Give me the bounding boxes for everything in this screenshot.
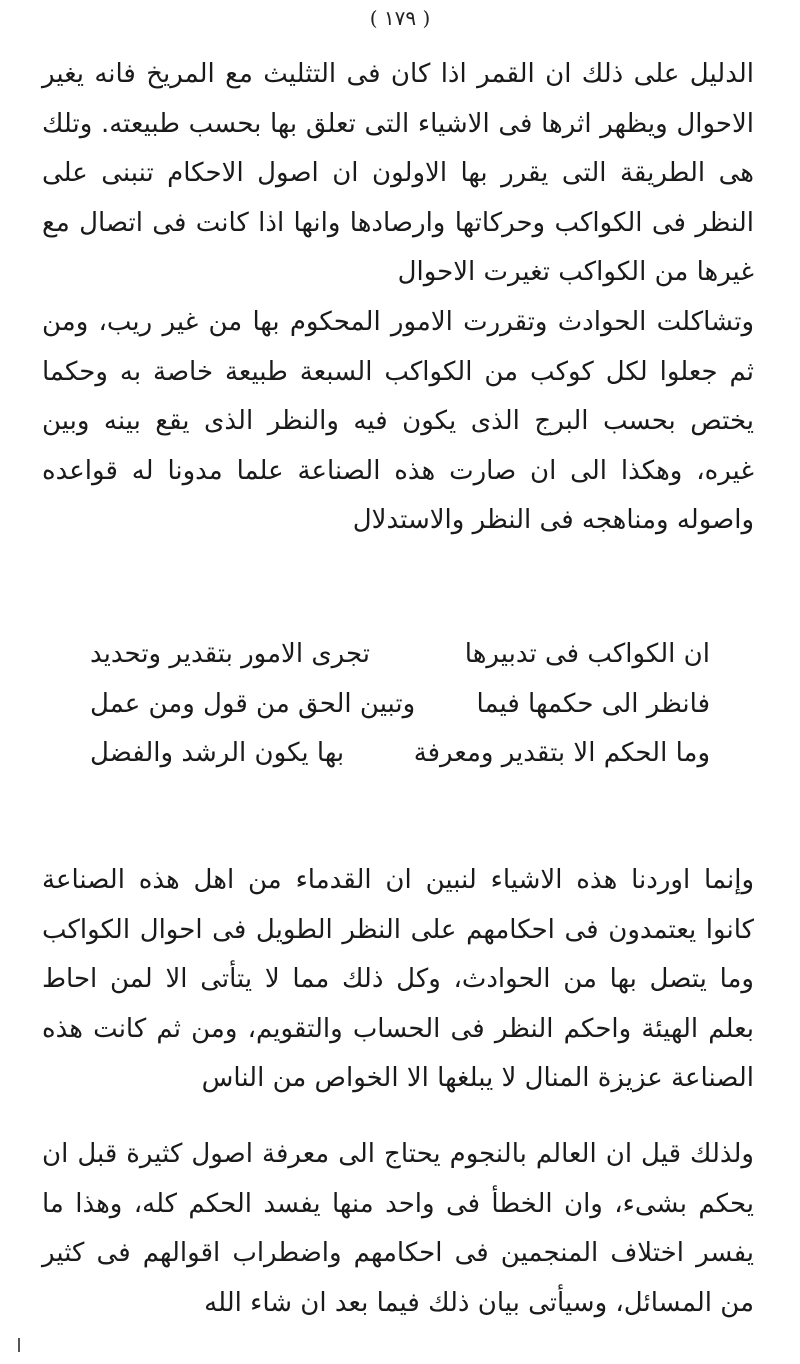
margin-mark xyxy=(18,1338,20,1352)
verse-line xyxy=(90,630,710,680)
verse-hemistich-left: وتبين الحق من قول ومن عمل xyxy=(90,688,416,719)
verse xyxy=(90,630,710,779)
verse-hemistich-right: ان الكواكب فى تدبيرها xyxy=(464,639,710,669)
verse-hemistich-right: فانظر الى حكمها فيما xyxy=(476,688,710,719)
paragraph: وتشاكلت الحوادث وتقررت الامور المحكوم بها من غير ريب، ومن ثم جعلوا لكل كوكب من الكواكب السبعة طبيعة خاصة به وحكما يختص بحسب البرج الذى يكون فيه والنظر الذى يقع بينه وبين غيره، وهكذا الى ان صارت هذه الصناعة علما مدونا له قواعده واصوله ومناهجه فى النظر والاستدلال xyxy=(42,306,754,536)
verse-hemistich-left: بها يكون الرشد والفضل xyxy=(90,738,345,769)
paragraph: وإنما اوردنا هذه الاشياء لنبين ان القدماء من اهل هذه الصناعة كانوا يعتمدون فى احكامهم على النظر الطويل فى احوال الكواكب وما يتصل بها من الحوادث، وكل ذلك مما لا يتأتى الا لمن احاط بعلم الهيئة واحكم النظر فى الحساب والتقويم، ومن ثم كانت هذه الصناعة عزيزة المنال لا يبلغها الا الخواص من الناس xyxy=(42,865,754,1094)
paragraph: ولذلك قيل ان العالم بالنجوم يحتاج الى معرفة اصول كثيرة قبل ان يحكم بشىء، وان الخطأ فى واحد منها يفسد الحكم كله، وهذا ما يفسر اختلاف المنجمين فى احكامهم واضطراب اقوالهم فى كثير من المسائل، وسيأتى بيان ذلك فيما بعد ان شاء الله xyxy=(42,1138,754,1318)
verse-hemistich-right: وما الحكم الا بتقدير ومعرفة xyxy=(413,738,710,769)
paragraph: الدليل على ذلك ان القمر اذا كان فى التثليث مع المريخ فانه يغير الاحوال ويظهر اثرها فى الاشياء التى تعلق بها بحسب طبيعته. وتلك هى الطريقة التى يقرر بها الاولون ان اصول الاحكام تنبنى على النظر فى الكواكب وحركاتها وارصادها وانها اذا كانت فى اتصال مع غيرها من الكواكب تغيرت الاحوال xyxy=(42,59,754,288)
verse-line xyxy=(90,680,710,730)
body-text-bottom xyxy=(42,830,754,1354)
verse-line xyxy=(90,729,710,779)
page-number: ( ١٧٩ ) xyxy=(369,6,431,30)
body-text-top xyxy=(42,50,754,546)
verse-hemistich-left: تجرى الامور بتقدير وتحديد xyxy=(90,639,371,669)
